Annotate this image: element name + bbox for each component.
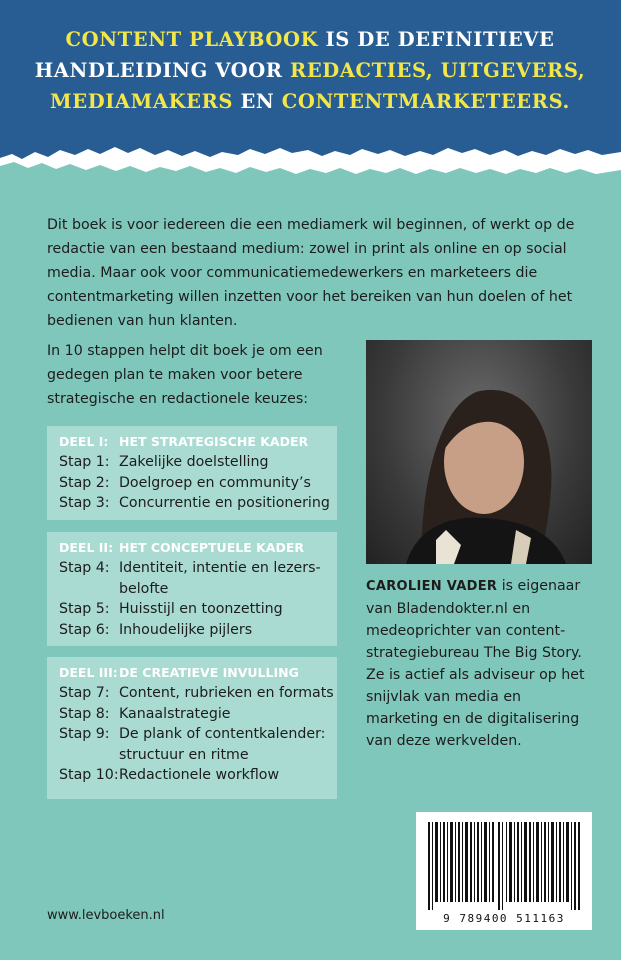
step-row xyxy=(59,599,337,620)
step-row xyxy=(59,620,337,641)
section-title: HET STRATEGISCHE KADER xyxy=(119,434,309,449)
author-bio xyxy=(366,575,596,752)
step-label: Stap 10: xyxy=(59,767,119,783)
step-row xyxy=(59,493,337,514)
section-heading xyxy=(59,432,337,452)
step-text: Redactionele workflow xyxy=(119,767,280,783)
section-heading xyxy=(59,663,337,683)
barcode-bars xyxy=(428,822,580,910)
author-name: CAROLIEN VADER xyxy=(366,579,498,594)
step-text: Huisstijl en toonzetting xyxy=(119,601,283,617)
step-label: Stap 2: xyxy=(59,474,110,491)
step-row xyxy=(59,683,337,704)
step-label: Stap 1: xyxy=(59,454,110,470)
step-row xyxy=(59,473,337,494)
step-label: Stap 4: xyxy=(59,560,110,576)
section-number: DEEL II: xyxy=(59,540,114,555)
step-text: Inhoudelijke pijlers xyxy=(119,621,253,638)
section-deel-2 xyxy=(47,532,337,646)
torn-paper-edge xyxy=(0,128,621,198)
step-text: Doelgroep en community’s xyxy=(119,474,311,491)
section-number: DEEL III: xyxy=(59,665,118,680)
banner-highlight-1: CONTENT PLAYBOOK xyxy=(65,28,319,51)
step-text: De plank of contentkalender: structuur en ritme xyxy=(119,726,326,763)
step-row xyxy=(59,558,337,599)
section-deel-1 xyxy=(47,426,337,520)
banner-text-3: EN xyxy=(233,90,282,113)
isbn-number: 9 789400 511163 xyxy=(443,912,565,925)
author-bio-text: is eigenaar van Bladendokter.nl en medeoprichter van content-strategiebureau The Big Story. Ze is actief als adviseur op het snijvlak van media en marketing en de digitalisering van deze werkvelden. xyxy=(366,578,585,749)
step-label: Stap 5: xyxy=(59,601,110,617)
step-label: Stap 7: xyxy=(59,685,110,701)
banner-highlight-3: MEDIAMAKERS xyxy=(50,90,234,113)
step-label: Stap 3: xyxy=(59,495,110,511)
section-title: DE CREATIEVE INVULLING xyxy=(119,665,299,680)
banner-text-2: HANDLEIDING VOOR xyxy=(34,59,291,82)
author-photo xyxy=(366,340,592,564)
publisher-website: www.levboeken.nl xyxy=(47,908,165,923)
banner-highlight-4: CONTENTMARKETEERS. xyxy=(281,90,570,113)
section-title: HET CONCEPTUELE KADER xyxy=(119,540,304,555)
banner-text-1: IS DE DEFINITIEVE xyxy=(318,28,555,51)
step-row xyxy=(59,724,337,765)
step-text: Concurrentie en positionering xyxy=(119,495,330,511)
step-label: Stap 8: xyxy=(59,705,110,722)
section-number: DEEL I: xyxy=(59,434,109,449)
intro-paragraph: Dit boek is voor iedereen die een mediamerk wil beginnen, of werkt op de redactie van een bestaand medium: zowel in print als online en op social media. Maar ook voor communicatiemedewerkers en marketeers die contentmarketing willen inzetten voor het bereiken van hun doelen of het bedienen van hun klanten. xyxy=(47,217,575,329)
section-deel-3 xyxy=(47,657,337,799)
author-portrait-illustration xyxy=(366,340,592,564)
steps-intro-paragraph: In 10 stappen helpt dit boek je om een gedegen plan te maken voor betere strategische en redactionele keuzes: xyxy=(47,343,323,407)
banner-headline xyxy=(30,24,590,117)
step-label: Stap 9: xyxy=(59,726,110,742)
step-text: Zakelijke doelstelling xyxy=(119,454,269,470)
section-heading xyxy=(59,538,337,558)
barcode xyxy=(416,812,592,930)
banner-highlight-2: REDACTIES, UITGEVERS, xyxy=(290,59,586,82)
step-row xyxy=(59,765,337,786)
step-row xyxy=(59,452,337,473)
step-text: Content, rubrieken en formats xyxy=(119,685,334,701)
step-row xyxy=(59,704,337,725)
step-text: Identiteit, intentie en lezers-belofte xyxy=(119,560,321,597)
step-text: Kanaalstrategie xyxy=(119,705,231,722)
step-label: Stap 6: xyxy=(59,621,110,638)
